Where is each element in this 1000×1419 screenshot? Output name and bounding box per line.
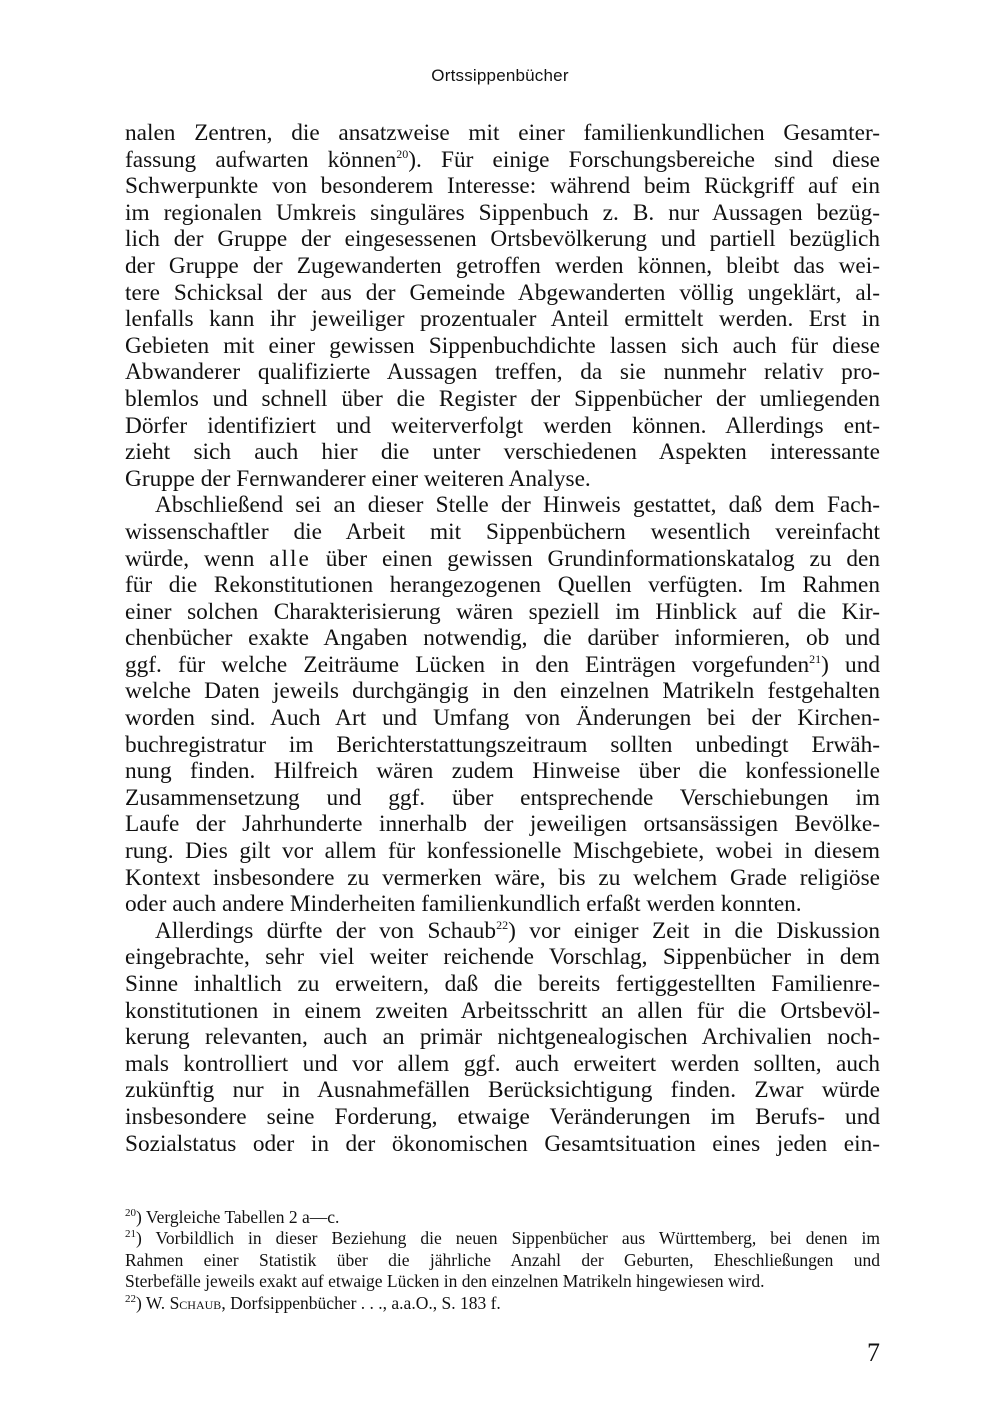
footnotes — [125, 1207, 880, 1314]
text-line: zukünftig nur in Ausnahmefällen Berücksichtigung finden. Zwar würde — [125, 1077, 880, 1104]
footnote-ref-21[interactable]: 21 — [809, 651, 822, 666]
footnote-21-cont: Sterbefälle jeweils exakt auf etwaige Lücken in den einzelnen Matrikeln hingewiesen wird. — [125, 1271, 765, 1292]
paragraph-2 — [125, 492, 880, 918]
text-line: würde, wenn alle über einen gewissen Grundinformationskatalog zu den — [125, 545, 881, 572]
author-name: Schaub — [169, 1292, 222, 1313]
footnote-20: $^{20}$) Vergleiche Tabellen 2 a—c. — [125, 1207, 340, 1227]
text-line: rung. Dies gilt vor allem für konfessionelle Mischgebiete, wobei in diesem — [125, 838, 880, 865]
text-line: Kontext insbesondere zu vermerken wäre, bis zu welchem Grade religiöse — [125, 864, 880, 891]
footnote-21: $^{21}$) Vorbildlich in dieser Beziehung die neuen Sippenbücher aus Württemberg, bei denen im — [125, 1228, 880, 1249]
text-line: für die Rekonstitutionen herangezogenen Quellen verfügten. Im Rahmen — [125, 572, 880, 599]
text-line: welche Daten jeweils durchgängig in den einzelnen Matrikeln festgehalten — [125, 678, 880, 705]
footnote-ref-20[interactable]: 20 — [396, 146, 409, 161]
text-line: Dörfer identifiziert und weiterverfolgt werden können. Allerdings ent- — [125, 412, 880, 439]
text-line: Sozialstatus oder in der ökonomischen Gesamtsituation eines jeden ein- — [125, 1130, 880, 1157]
text-line: buchregistratur im Berichterstattungszeitraum sollten unbedingt Erwäh- — [125, 731, 880, 758]
text-line: der Gruppe der Zugewanderten getroffen werden können, bleibt das wei- — [125, 252, 880, 279]
footnote-mark: 20 — [125, 1207, 136, 1219]
body-text — [125, 120, 880, 1157]
text-line: lenfalls kann ihr jeweiliger prozentualer Anteil ermittelt werden. Erst in — [125, 306, 880, 333]
text-line: ggf. für welche Zeiträume Lücken in den Einträgen vorgefunden$^{21}$) und — [125, 651, 880, 678]
text-line: Zusammensetzung und ggf. über entsprechende Verschiebungen im — [125, 784, 880, 811]
footnote-22: $^{22}$) W. Schaub, Dorfsippenbücher . . ., a.a.O., S. 183 f. — [125, 1292, 501, 1313]
text-line: Sinne inhaltlich zu erweitern, daß die bereits fertiggestellten Familienre- — [125, 971, 880, 997]
text-line: lich der Gruppe der eingesessenen Ortsbevölkerung und partiell bezüglich — [125, 226, 880, 253]
emphasis-alle: alle — [269, 545, 311, 572]
text-line: Abwanderer qualifizierte Aussagen treffen, da sie nunmehr relativ pro- — [125, 359, 880, 386]
text-line: kerung relevanten, auch an primär nichtgenealogischen Archivalien noch- — [125, 1024, 880, 1051]
text-line: Gebieten mit einer gewissen Sippenbuchdichte lassen sich auch für diese — [125, 332, 880, 359]
text-line: eingebrachte, sehr viel weiter reichende Vorschlag, Sippenbücher in dem — [125, 944, 880, 971]
text-line: fassung aufwarten können$^{20}$). Für einige Forschungsbereiche sind diese — [125, 146, 880, 173]
footnote-21-cont: Rahmen einer Statistik über die jährliche Anzahl der Geburten, Eheschließungen und — [125, 1249, 880, 1270]
text-line: insbesondere seine Forderung, etwaige Veränderungen im Berufs- und — [125, 1103, 880, 1130]
text-line: konstitutionen in einem zweiten Arbeitsschritt an allen für die Ortsbevöl- — [125, 997, 880, 1024]
text-line: nalen Zentren, die ansatzweise mit einer familienkundlichen Gesamter- — [125, 120, 880, 146]
text-line: blemlos und schnell über die Register der Sippenbücher der umliegenden — [125, 385, 880, 412]
footnote-mark: 22 — [125, 1292, 136, 1305]
text-line: nung finden. Hilfreich wären zudem Hinweise über die konfessionelle — [125, 758, 880, 785]
text-line: im regionalen Umkreis singuläres Sippenbuch z. B. nur Aussagen bezüg- — [125, 199, 880, 226]
footnote-ref-22[interactable]: 22 — [496, 917, 509, 932]
text-line: Schwerpunkte von besonderem Interesse: während beim Rückgriff auf ein — [125, 173, 880, 200]
text-line: einer solchen Charakterisierung wären speziell im Hinblick auf die Kir- — [125, 598, 880, 625]
running-head: Ortssippenbücher — [431, 66, 569, 85]
paragraph-3 — [125, 918, 880, 1157]
text-line: Gruppe der Fernwanderer einer weiteren Analyse. — [125, 465, 591, 492]
page-number: 7 — [867, 1338, 880, 1367]
text-line: worden sind. Auch Art und Umfang von Änderungen bei der Kirchen- — [125, 705, 880, 732]
text-line: chenbücher exakte Angaben notwendig, die darüber informieren, ob und — [125, 625, 880, 652]
text-line: zieht sich auch hier die unter verschiedenen Aspekten interessante — [125, 439, 880, 466]
text-line: tere Schicksal der aus der Gemeinde Abgewanderten völlig ungeklärt, al- — [125, 279, 880, 306]
text-line: Abschließend sei an dieser Stelle der Hinweis gestattet, daß dem Fach- — [155, 492, 880, 519]
text-line: Laufe der Jahrhunderte innerhalb der jeweiligen ortsansässigen Bevölke- — [125, 811, 880, 838]
text-line: Allerdings dürfte der von Schaub$^{22}$) vor einiger Zeit in die Diskussion — [155, 917, 880, 944]
footnote-mark: 21 — [125, 1228, 136, 1241]
text-line: wissenschaftler die Arbeit mit Sippenbüchern wesentlich vereinfacht — [125, 518, 880, 545]
paragraph-1 — [125, 120, 880, 492]
text-line: mals kontrolliert und vor allem ggf. auch erweitert werden sollten, auch — [125, 1050, 880, 1077]
text-line: oder auch andere Minderheiten familienkundlich erfaßt werden konnten. — [125, 891, 802, 918]
